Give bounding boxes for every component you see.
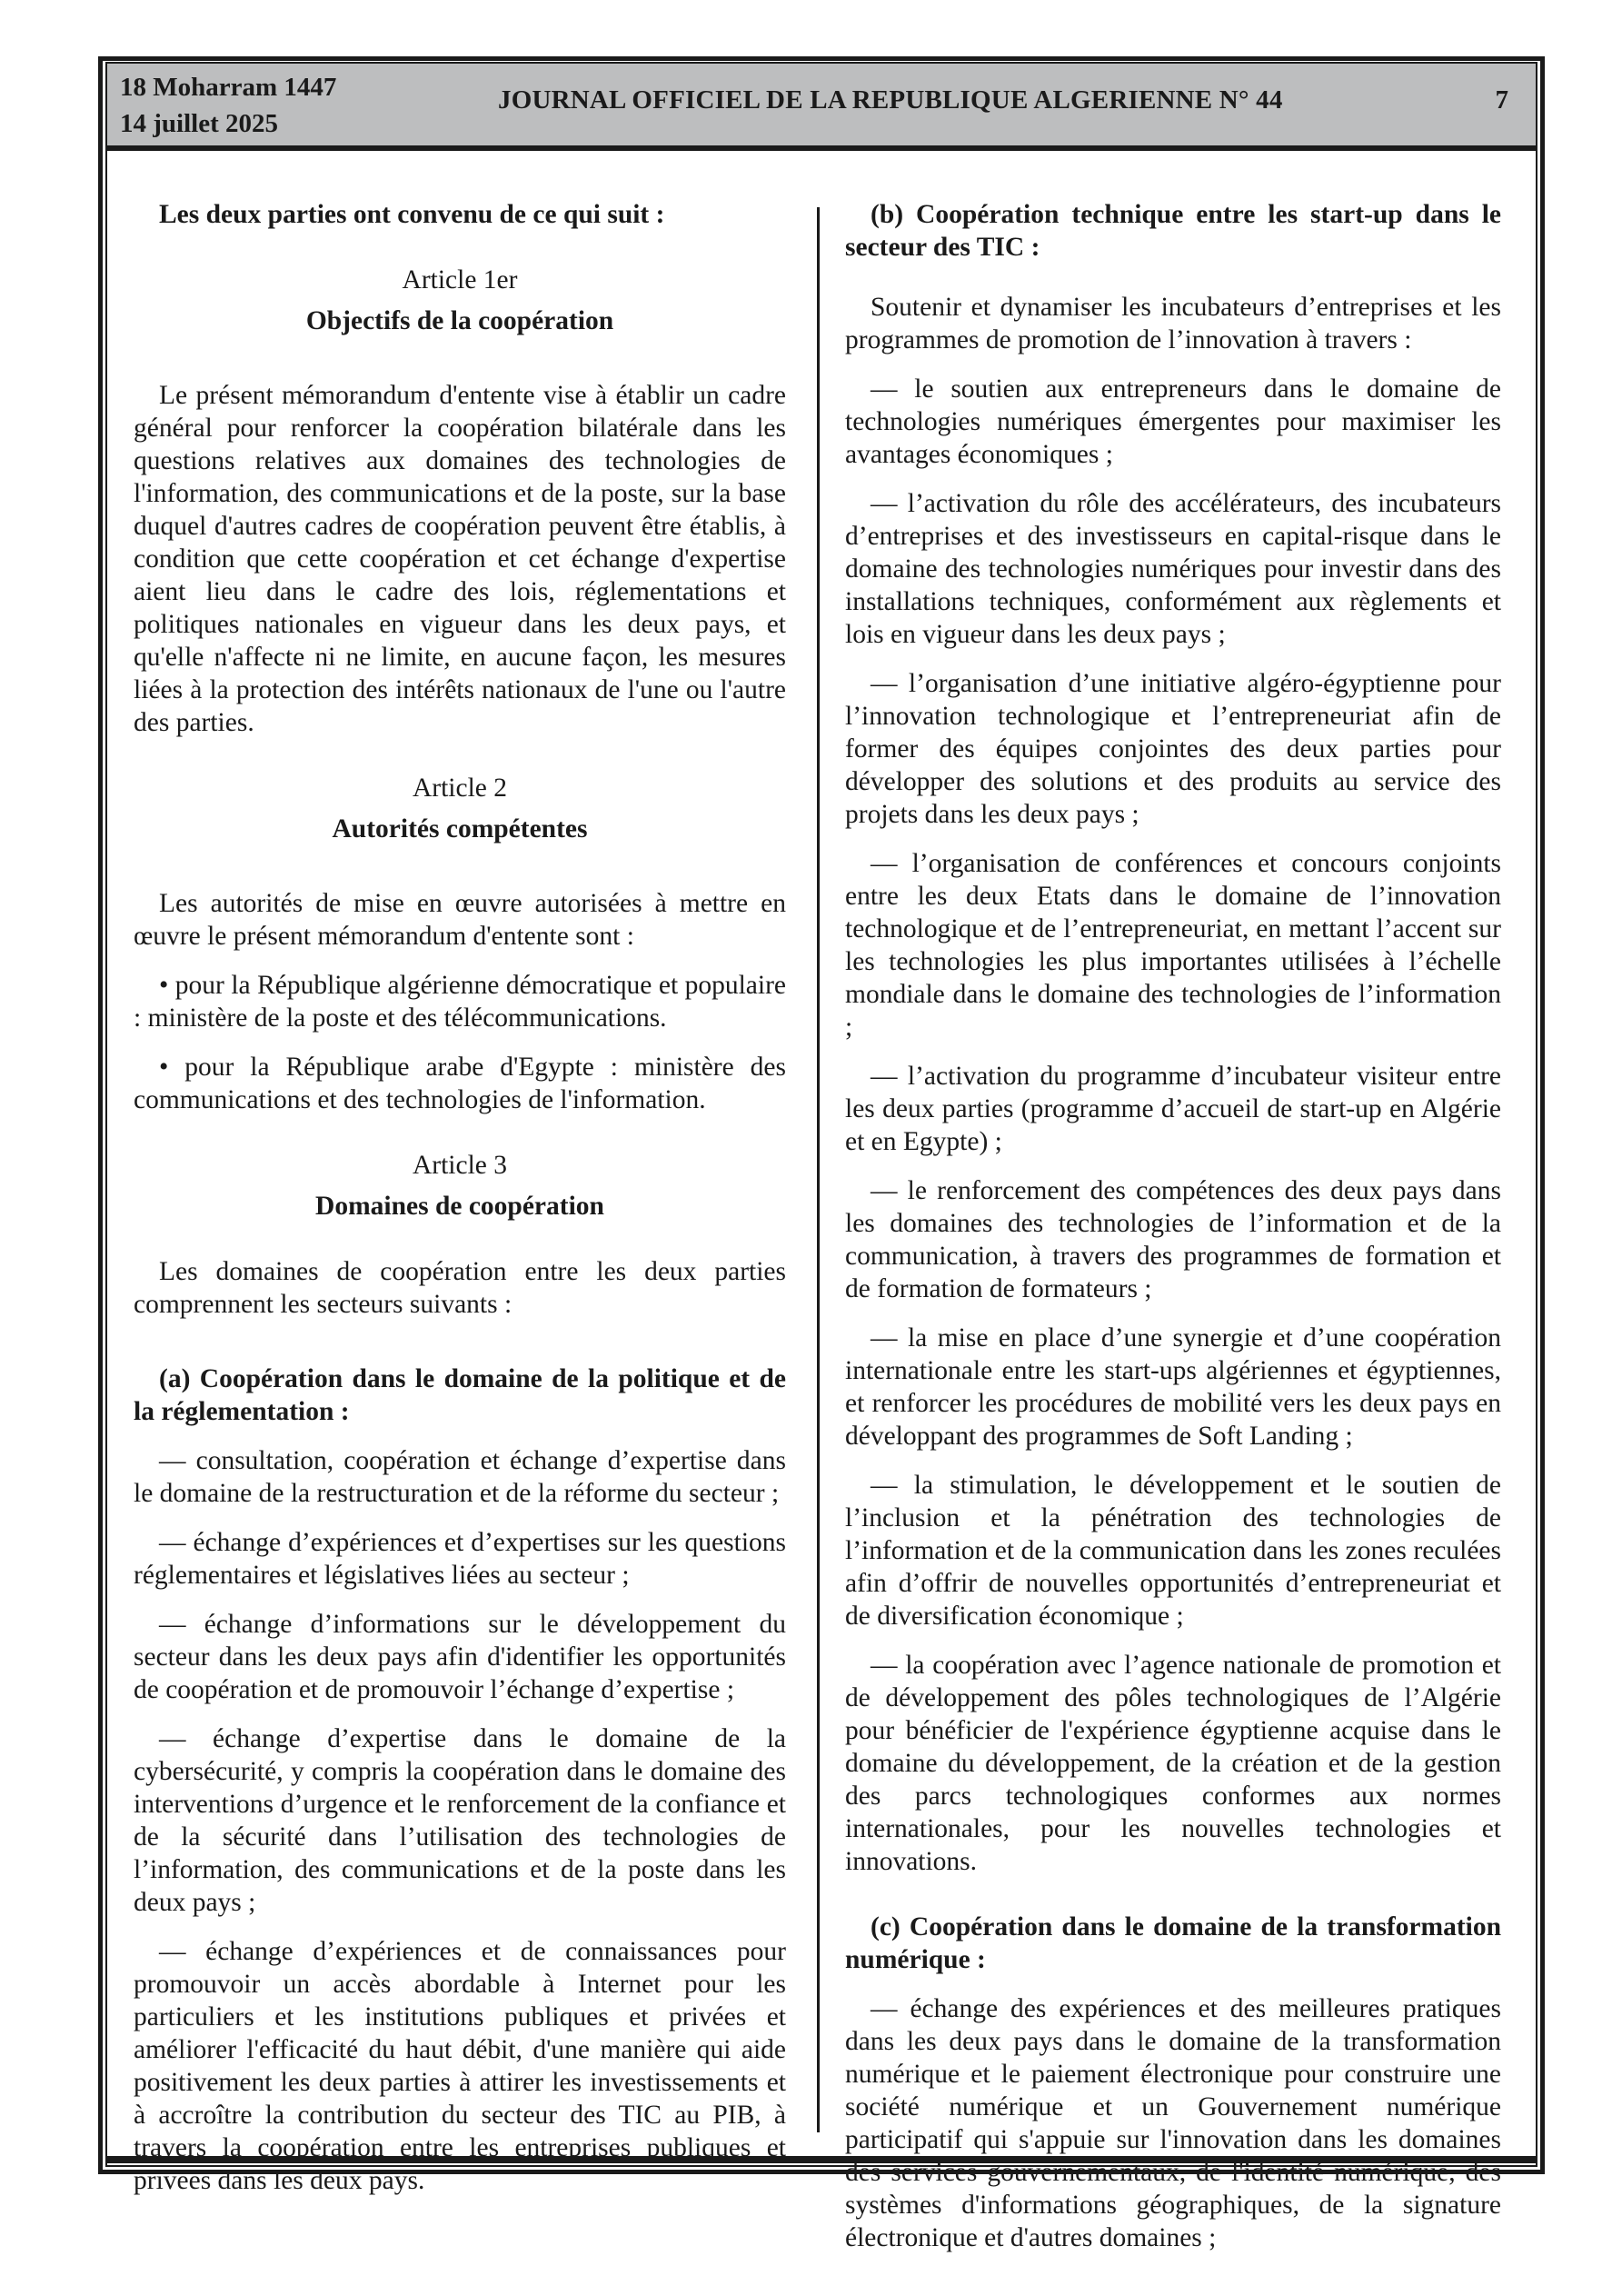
section-b-intro: Soutenir et dynamiser les incubateurs d’entreprises et les programmes de promotion de l’innovation à travers : (845, 293, 1501, 354)
article-1-label: Article 1er (402, 265, 518, 294)
intro-statement: Les deux parties ont convenu de ce qui suit : (159, 200, 665, 229)
article-3-title: Domaines de coopération (315, 1192, 604, 1221)
section-a-item: — échange d’informations sur le développement du secteur dans les deux pays afin d'identifier les opportunités de coopération et de promouvoir l’échange d’expertise ; (134, 1610, 786, 1704)
article-2-bullet: • pour la République algérienne démocratique et populaire : ministère de la poste et des télécommunications. (134, 971, 786, 1033)
article-3-text: Les domaines de coopération entre les deux parties comprennent les secteurs suivants : (134, 1257, 786, 1319)
journal-title: JOURNAL OFFICIEL DE LA REPUBLIQUE ALGERIENNE N° 44 (498, 85, 1283, 115)
article-1-text: Le présent mémorandum d'entente vise à établir un cadre général pour renforcer la coopération bilatérale dans les questions relatives aux domaines des technologies de l'information, des communications et de la poste, sur la base duquel d'autres cadres de coopération peuvent être établis, à condition que cette coopération et cet échange d'expertise aient lieu dans le cadre des lois, réglementations et politiques nationales en vigueur dans les deux pays, et qu'elle n'affecte ni ne limite, en aucune façon, les mesures liées à la protection des intérêts nationaux de l'une ou l'autre des parties. (134, 381, 786, 737)
article-2-label: Article 2 (412, 774, 508, 803)
header-dates (120, 69, 336, 142)
section-c-title: (c) Coopération dans le domaine de la transformation numérique : (845, 1912, 1501, 1974)
section-a-item: — échange d’expériences et d’expertises sur les questions réglementaires et législatives liées au secteur ; (134, 1528, 786, 1590)
section-a-item: — échange d’expériences et de connaissances pour promouvoir un accès abordable à Internet pour les particuliers et les institutions publiques et privées et améliorer l'efficacité du haut débit, d'une manière qui aide positivement les deux parties à attirer les investissements et à accroître la contribution du secteur des TIC au PIB, à travers la coopération entre les entreprises publiques et privées dans les deux pays. (134, 1937, 786, 2195)
gregorian-date: 14 juillet 2025 (120, 109, 278, 138)
article-1-title: Objectifs de la coopération (305, 306, 614, 335)
section-b-item: — le soutien aux entrepreneurs dans le domaine de technologies numériques émergentes pour maximiser les avantages économiques ; (845, 374, 1501, 469)
section-b-title: (b) Coopération technique entre les start-up dans le secteur des TIC : (845, 200, 1501, 262)
section-a-item: — échange d’expertise dans le domaine de la cybersécurité, y compris la coopération dans le domaine des interventions d’urgence et le renforcement de la confiance et de la sécurité dans l’utilisation des technologies de l’information, des communications et de la poste dans les deux pays ; (134, 1724, 786, 1917)
section-b-item: — l’activation du programme d’incubateur visiteur entre les deux parties (programme d’accueil de start-up en Algérie et en Egypte) ; (845, 1062, 1501, 1156)
section-b-item: — la mise en place d’une synergie et d’une coopération internationale entre les start-ups algériennes et égyptiennes, et renforcer les procédures de mobilité vers les deux pays en développant des programmes de Soft Landing ; (845, 1323, 1501, 1451)
section-a-item: — consultation, coopération et échange d’expertise dans le domaine de la restructuration et de la réforme du secteur ; (134, 1446, 786, 1508)
journal-header (107, 64, 1536, 151)
hijri-date: 18 Moharram 1447 (120, 73, 337, 102)
section-b-item: — la coopération avec l’agence nationale de promotion et de développement des pôles technologiques de l’Algérie pour bénéficier de l'expérience égyptienne acquise dans le domaine du développement, de la création et de la gestion des parcs technologiques conformes aux normes internationales, pour les nouvelles technologies et innovations. (845, 1651, 1501, 1876)
section-b-item: — l’activation du rôle des accélérateurs, des incubateurs d’entreprises et des investisseurs en capital-risque dans le domaine des technologies numériques pour investir dans des installations techniques, conformément aux règlements et lois en vigueur dans les deux pays ; (845, 489, 1501, 649)
column-divider (817, 207, 820, 2132)
section-b-item: — le renforcement des compétences des deux pays dans les domaines des technologies de l’information et de la communication, à travers des programmes de formation et de formation de formateurs ; (845, 1176, 1501, 1303)
article-3-label: Article 3 (412, 1151, 508, 1180)
right-column (845, 198, 1501, 2254)
page-number: 7 (1495, 85, 1508, 115)
article-2-text: Les autorités de mise en œuvre autorisées à mettre en œuvre le présent mémorandum d'entente sont : (134, 889, 786, 951)
article-2-title: Autorités compétentes (332, 814, 588, 844)
section-a-title: (a) Coopération dans le domaine de la politique et de la réglementation : (134, 1364, 786, 1426)
section-b-item: — l’organisation d’une initiative algéro-égyptienne pour l’innovation technologique et l’entrepreneuriat afin de former des équipes conjointes des deux parties pour développer des solutions et des produits au service des projets dans les deux pays ; (845, 669, 1501, 829)
section-b-item: — la stimulation, le développement et le soutien de l’inclusion et la pénétration des technologies de l’information et de la communication dans les zones reculées afin d’offrir de nouvelles opportunités d’entrepreneuriat et de diversification économique ; (845, 1471, 1501, 1631)
left-column (134, 198, 786, 2197)
section-c-item: — échange des expériences et des meilleures pratiques dans les deux pays dans le domaine de la transformation numérique et le paiement électronique pour construire une société numérique et un Gouvernement numérique participatif qui s'appuie sur l'innovation dans les domaines des services gouvernementaux, de l'identité numérique, des systèmes d'informations géographiques, de la signature électronique et d'autres domaines ; (845, 1994, 1501, 2252)
section-b-item: — l’organisation de conférences et concours conjoints entre les deux Etats dans le domaine de l’innovation technologique et de l’entrepreneuriat, en mettant l’accent sur les technologies les plus importantes utilisées à l’échelle mondiale dans le domaine des technologies de l’information ; (845, 849, 1501, 1042)
article-2-bullet: • pour la République arabe d'Egypte : ministère des communications et des technologies de l'information. (134, 1053, 786, 1114)
